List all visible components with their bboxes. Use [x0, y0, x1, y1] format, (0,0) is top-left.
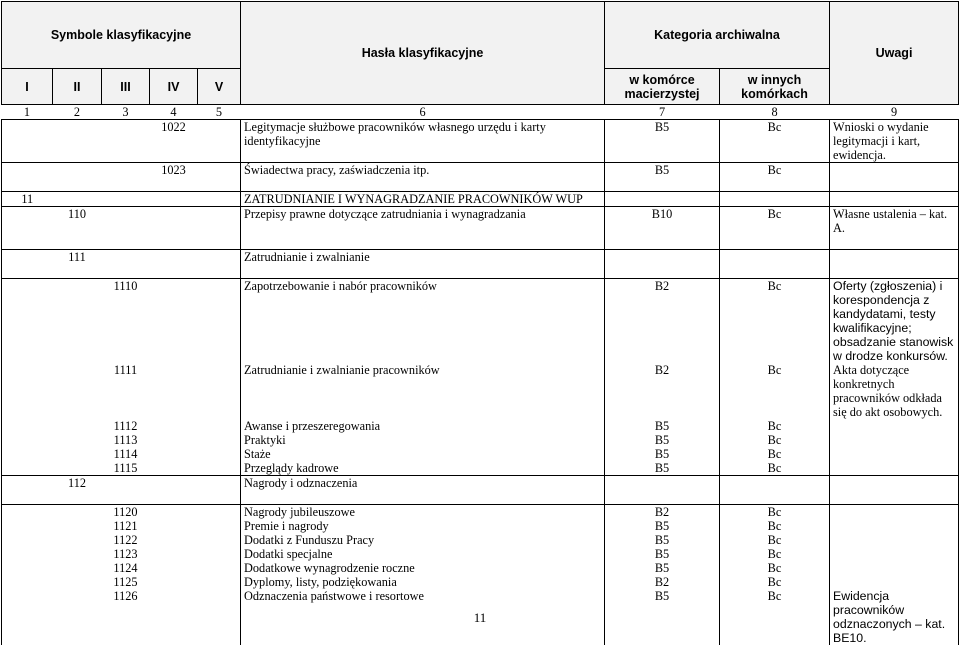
table-row: [2, 547, 959, 561]
symbol-level-3: 1124: [113, 561, 138, 575]
symbol-level-1: [2, 461, 53, 476]
table-row: [2, 575, 959, 589]
empty-cell: [198, 490, 241, 505]
symbol-level-5: [198, 192, 241, 207]
symbol-level-2: [53, 461, 102, 476]
symbol-level-3: 1121: [113, 519, 138, 533]
symbol-level-5: [198, 250, 241, 265]
empty-cell: [53, 490, 102, 505]
symbol-level-2: [53, 192, 102, 207]
entry-text: Praktyki: [241, 433, 605, 447]
category-other: Bc: [720, 547, 830, 561]
spacer-row: [2, 264, 959, 279]
remarks-text: [830, 433, 959, 447]
symbol-level-2: [53, 363, 102, 419]
symbol-level-2: [53, 505, 102, 520]
category-other: Bc: [720, 461, 830, 476]
remarks-text: [830, 505, 959, 520]
spacer-row: [2, 177, 959, 192]
symbol-level-1: [2, 561, 53, 575]
table-row: [2, 120, 959, 163]
empty-cell: [2, 235, 53, 250]
symbol-level-4: [150, 447, 198, 461]
column-number: 4: [150, 105, 198, 120]
symbol-level-1: [2, 163, 53, 178]
symbol-level-1: [2, 433, 53, 447]
classification-table: [1, 1, 959, 645]
remarks-text: [830, 447, 959, 461]
symbol-level-5: [198, 533, 241, 547]
entry-text: Awanse i przeszeregowania: [241, 419, 605, 433]
symbol-level-2: [53, 279, 102, 364]
symbol-level-4: [150, 533, 198, 547]
symbol-level-1: [2, 476, 53, 491]
empty-cell: [720, 235, 830, 250]
empty-cell: [830, 490, 959, 505]
table-row: [2, 433, 959, 447]
symbol-level-5: [198, 207, 241, 236]
column-number: 3: [102, 105, 150, 120]
column-number: 1: [2, 105, 53, 120]
column-number: 8: [720, 105, 830, 120]
symbol-level-3: [102, 476, 150, 491]
symbol-level-4: [150, 561, 198, 575]
remarks-text: [830, 461, 959, 476]
table-row: [2, 505, 959, 520]
symbol-level-2: [53, 533, 102, 547]
remarks-text: [830, 476, 959, 491]
category-parent: B2: [605, 575, 720, 589]
symbol-level-2: 110: [53, 207, 102, 236]
symbol-level-4: [150, 461, 198, 476]
category-other: Bc: [720, 505, 830, 520]
symbol-level-5: [198, 561, 241, 575]
symbol-level-1: [2, 575, 53, 589]
remarks-text: Oferty (zgłoszenia) i korespondencja z kandydatami, testy kwalifikacyjne; obsadzanie stanowisk w drodze konkursów.: [830, 279, 959, 364]
header-in-parent: w komórce macierzystej: [605, 69, 720, 105]
empty-cell: [720, 490, 830, 505]
symbol-level-3: [102, 207, 150, 236]
category-other: [720, 192, 830, 207]
entry-text: Odznaczenia państwowe i resortowe: [241, 589, 605, 645]
category-parent: B5: [605, 547, 720, 561]
header-in-other: w innych komórkach: [720, 69, 830, 105]
table-row: [2, 279, 959, 364]
table-row: [2, 461, 959, 476]
header-remarks: Uwagi: [830, 2, 959, 105]
category-parent: B5: [605, 163, 720, 178]
remarks-text: [830, 419, 959, 433]
entry-text: Zapotrzebowanie i nabór pracowników: [241, 279, 605, 364]
symbol-level-3: 1112: [113, 419, 138, 433]
symbol-level-5: [198, 519, 241, 533]
spacer-row: [2, 235, 959, 250]
empty-cell: [102, 264, 150, 279]
category-other: Bc: [720, 519, 830, 533]
entry-text: Dodatki specjalne: [241, 547, 605, 561]
entry-text: Zatrudnianie i zwalnianie pracowników: [241, 363, 605, 419]
table-row: [2, 207, 959, 236]
symbol-level-2: [53, 419, 102, 433]
empty-cell: [150, 490, 198, 505]
empty-cell: [53, 235, 102, 250]
remarks-text: [830, 519, 959, 533]
category-parent: B2: [605, 279, 720, 364]
symbol-level-1: [2, 447, 53, 461]
empty-cell: [53, 264, 102, 279]
category-other: Bc: [720, 163, 830, 178]
symbol-level-5: [198, 505, 241, 520]
symbol-level-3: 1110: [102, 279, 150, 364]
empty-cell: [150, 177, 198, 192]
category-parent: B2: [605, 363, 720, 419]
category-other: [720, 250, 830, 265]
remarks-text: [830, 561, 959, 575]
symbol-level-5: [198, 163, 241, 178]
symbol-level-2: 111: [53, 250, 102, 265]
empty-cell: [241, 264, 605, 279]
column-number: 7: [605, 105, 720, 120]
symbol-level-1: [2, 505, 53, 520]
table-row: [2, 192, 959, 207]
remarks-text: [830, 547, 959, 561]
header-level-iv: IV: [150, 69, 198, 105]
symbol-level-5: [198, 476, 241, 491]
empty-cell: [241, 490, 605, 505]
remarks-text: [830, 533, 959, 547]
table-row: [2, 419, 959, 433]
entry-text: Świadectwa pracy, zaświadczenia itp.: [241, 163, 605, 178]
entry-text: Legitymacje służbowe pracowników własnego urzędu i karty identyfikacyjne: [241, 120, 605, 163]
symbol-level-2: [53, 561, 102, 575]
empty-cell: [241, 235, 605, 250]
table-row: [2, 163, 959, 178]
symbol-level-2: [53, 163, 102, 178]
empty-cell: [102, 177, 150, 192]
symbol-level-4: 1023: [150, 163, 198, 178]
entry-text: Nagrody i odznaczenia: [241, 476, 605, 491]
column-number: 5: [198, 105, 241, 120]
symbol-level-4: [150, 476, 198, 491]
empty-cell: [720, 177, 830, 192]
header-level-i: I: [2, 69, 53, 105]
header-entries: Hasła klasyfikacyjne: [241, 2, 605, 105]
symbol-level-2: [53, 519, 102, 533]
category-other: Bc: [720, 589, 830, 645]
symbol-level-1: [2, 207, 53, 236]
empty-cell: [605, 264, 720, 279]
category-parent: B5: [605, 433, 720, 447]
category-other: Bc: [720, 279, 830, 364]
entry-text: Zatrudnianie i zwalnianie: [241, 250, 605, 265]
symbol-level-4: [150, 505, 198, 520]
header-row-1: [2, 2, 959, 69]
column-number: 6: [241, 105, 605, 120]
symbol-level-3: [102, 250, 150, 265]
remarks-text: Akta dotyczące konkretnych pracowników odkłada się do akt osobowych.: [830, 363, 959, 419]
entry-text: Dodatkowe wynagrodzenie roczne: [241, 561, 605, 575]
column-number: 9: [830, 105, 959, 120]
entry-text: Przeglądy kadrowe: [241, 461, 605, 476]
symbol-level-1: [2, 547, 53, 561]
symbol-level-3: [102, 163, 150, 178]
symbol-level-4: 1022: [161, 120, 186, 134]
symbol-level-4: [150, 279, 198, 364]
entry-text: ZATRUDNIANIE I WYNAGRADZANIE PRACOWNIKÓW WUP: [241, 192, 605, 207]
table-row: [2, 447, 959, 461]
entry-text: Nagrody jubileuszowe: [241, 505, 605, 520]
column-number: 2: [53, 105, 102, 120]
table-row: [2, 250, 959, 265]
empty-cell: [102, 235, 150, 250]
symbol-level-3: 1111: [113, 363, 138, 377]
category-other: [720, 476, 830, 491]
symbol-level-5: [198, 433, 241, 447]
category-parent: [605, 192, 720, 207]
symbol-level-4: [150, 575, 198, 589]
symbol-level-4: [150, 419, 198, 433]
symbol-level-2: 112: [53, 476, 102, 491]
remarks-text: [830, 192, 959, 207]
column-number-row: [2, 105, 959, 120]
symbol-level-4: [150, 363, 198, 419]
symbol-level-3: 1113: [113, 433, 138, 447]
symbol-level-5: [198, 575, 241, 589]
spacer-row: [2, 490, 959, 505]
symbol-level-4: [150, 207, 198, 236]
empty-cell: [2, 264, 53, 279]
remarks-text: Wnioski o wydanie legitymacji i kart, ewidencja.: [830, 120, 959, 163]
category-parent: B5: [605, 561, 720, 575]
category-other: Bc: [720, 363, 830, 419]
category-other: Bc: [720, 575, 830, 589]
category-other: Bc: [720, 447, 830, 461]
category-other: Bc: [720, 120, 830, 163]
category-parent: B5: [605, 519, 720, 533]
symbol-level-4: [150, 192, 198, 207]
symbol-level-5: [198, 363, 241, 419]
header-symbols: Symbole klasyfikacyjne: [2, 2, 241, 69]
symbol-level-4: [150, 250, 198, 265]
symbol-level-5: [198, 279, 241, 364]
symbol-level-1: [2, 419, 53, 433]
empty-cell: [605, 177, 720, 192]
symbol-level-3: 1114: [113, 447, 138, 461]
symbol-level-1: [2, 250, 53, 265]
entry-text: Przepisy prawne dotyczące zatrudniania i wynagradzania: [241, 207, 605, 236]
symbol-level-3: 1122: [113, 533, 138, 547]
empty-cell: [198, 235, 241, 250]
symbol-level-3: 1115: [113, 461, 138, 475]
symbol-level-4: [150, 547, 198, 561]
remarks-text: [830, 163, 959, 178]
entry-text: Dyplomy, listy, podziękowania: [241, 575, 605, 589]
symbol-level-3: 1125: [113, 575, 138, 589]
symbol-level-5: [198, 447, 241, 461]
symbol-level-2: [53, 447, 102, 461]
empty-cell: [605, 490, 720, 505]
empty-cell: [150, 235, 198, 250]
category-parent: B5: [605, 120, 720, 163]
category-parent: B5: [605, 589, 720, 645]
symbol-level-4: [150, 519, 198, 533]
entry-text: Staże: [241, 447, 605, 461]
empty-cell: [830, 235, 959, 250]
symbol-level-3: 1120: [102, 505, 150, 520]
entry-text: Premie i nagrody: [241, 519, 605, 533]
category-other: Bc: [720, 533, 830, 547]
symbol-level-2: [53, 120, 102, 163]
symbol-level-3: [102, 120, 150, 163]
header-level-v: V: [198, 69, 241, 105]
remarks-text: [830, 250, 959, 265]
symbol-level-5: [198, 419, 241, 433]
symbol-level-2: [53, 547, 102, 561]
empty-cell: [830, 264, 959, 279]
empty-cell: [241, 177, 605, 192]
remarks-text: Ewidencja pracowników odznaczonych – kat. BE10.: [830, 589, 959, 645]
category-parent: B5: [605, 447, 720, 461]
symbol-level-1: [2, 533, 53, 547]
symbol-level-1: [2, 363, 53, 419]
symbol-level-1: [2, 279, 53, 364]
empty-cell: [102, 490, 150, 505]
category-parent: B5: [605, 461, 720, 476]
empty-cell: [720, 264, 830, 279]
symbol-level-5: [198, 547, 241, 561]
empty-cell: [198, 177, 241, 192]
header-category: Kategoria archiwalna: [605, 2, 830, 69]
header-level-iii: III: [102, 69, 150, 105]
empty-cell: [2, 490, 53, 505]
category-parent: [605, 250, 720, 265]
symbol-level-3: 1126: [113, 589, 138, 603]
entry-text: Dodatki z Funduszu Pracy: [241, 533, 605, 547]
empty-cell: [2, 177, 53, 192]
category-parent: B2: [605, 505, 720, 520]
category-other: Bc: [720, 433, 830, 447]
table-row: [2, 533, 959, 547]
symbol-level-2: [53, 433, 102, 447]
category-parent: B5: [605, 419, 720, 433]
category-parent: B5: [605, 533, 720, 547]
symbol-level-5: [198, 461, 241, 476]
category-other: Bc: [720, 419, 830, 433]
empty-cell: [150, 264, 198, 279]
category-other: Bc: [720, 561, 830, 575]
empty-cell: [605, 235, 720, 250]
symbol-level-3: 1123: [113, 547, 138, 561]
symbol-level-5: [198, 120, 241, 163]
table-row: [2, 363, 959, 419]
symbol-level-1: [2, 519, 53, 533]
remarks-text: Własne ustalenia – kat. A.: [830, 207, 959, 236]
category-other: Bc: [720, 207, 830, 236]
symbol-level-3: [102, 192, 150, 207]
category-parent: [605, 476, 720, 491]
empty-cell: [198, 264, 241, 279]
table-row: [2, 476, 959, 491]
empty-cell: [53, 177, 102, 192]
category-parent: B10: [605, 207, 720, 236]
page-number: 11: [473, 610, 487, 625]
symbol-level-1: 11: [2, 192, 53, 207]
table-row: [2, 561, 959, 575]
symbol-level-4: [150, 433, 198, 447]
symbol-level-2: [53, 575, 102, 589]
symbol-level-1: [2, 120, 53, 163]
remarks-text: [830, 575, 959, 589]
header-level-ii: II: [53, 69, 102, 105]
table-row: [2, 519, 959, 533]
empty-cell: [830, 177, 959, 192]
